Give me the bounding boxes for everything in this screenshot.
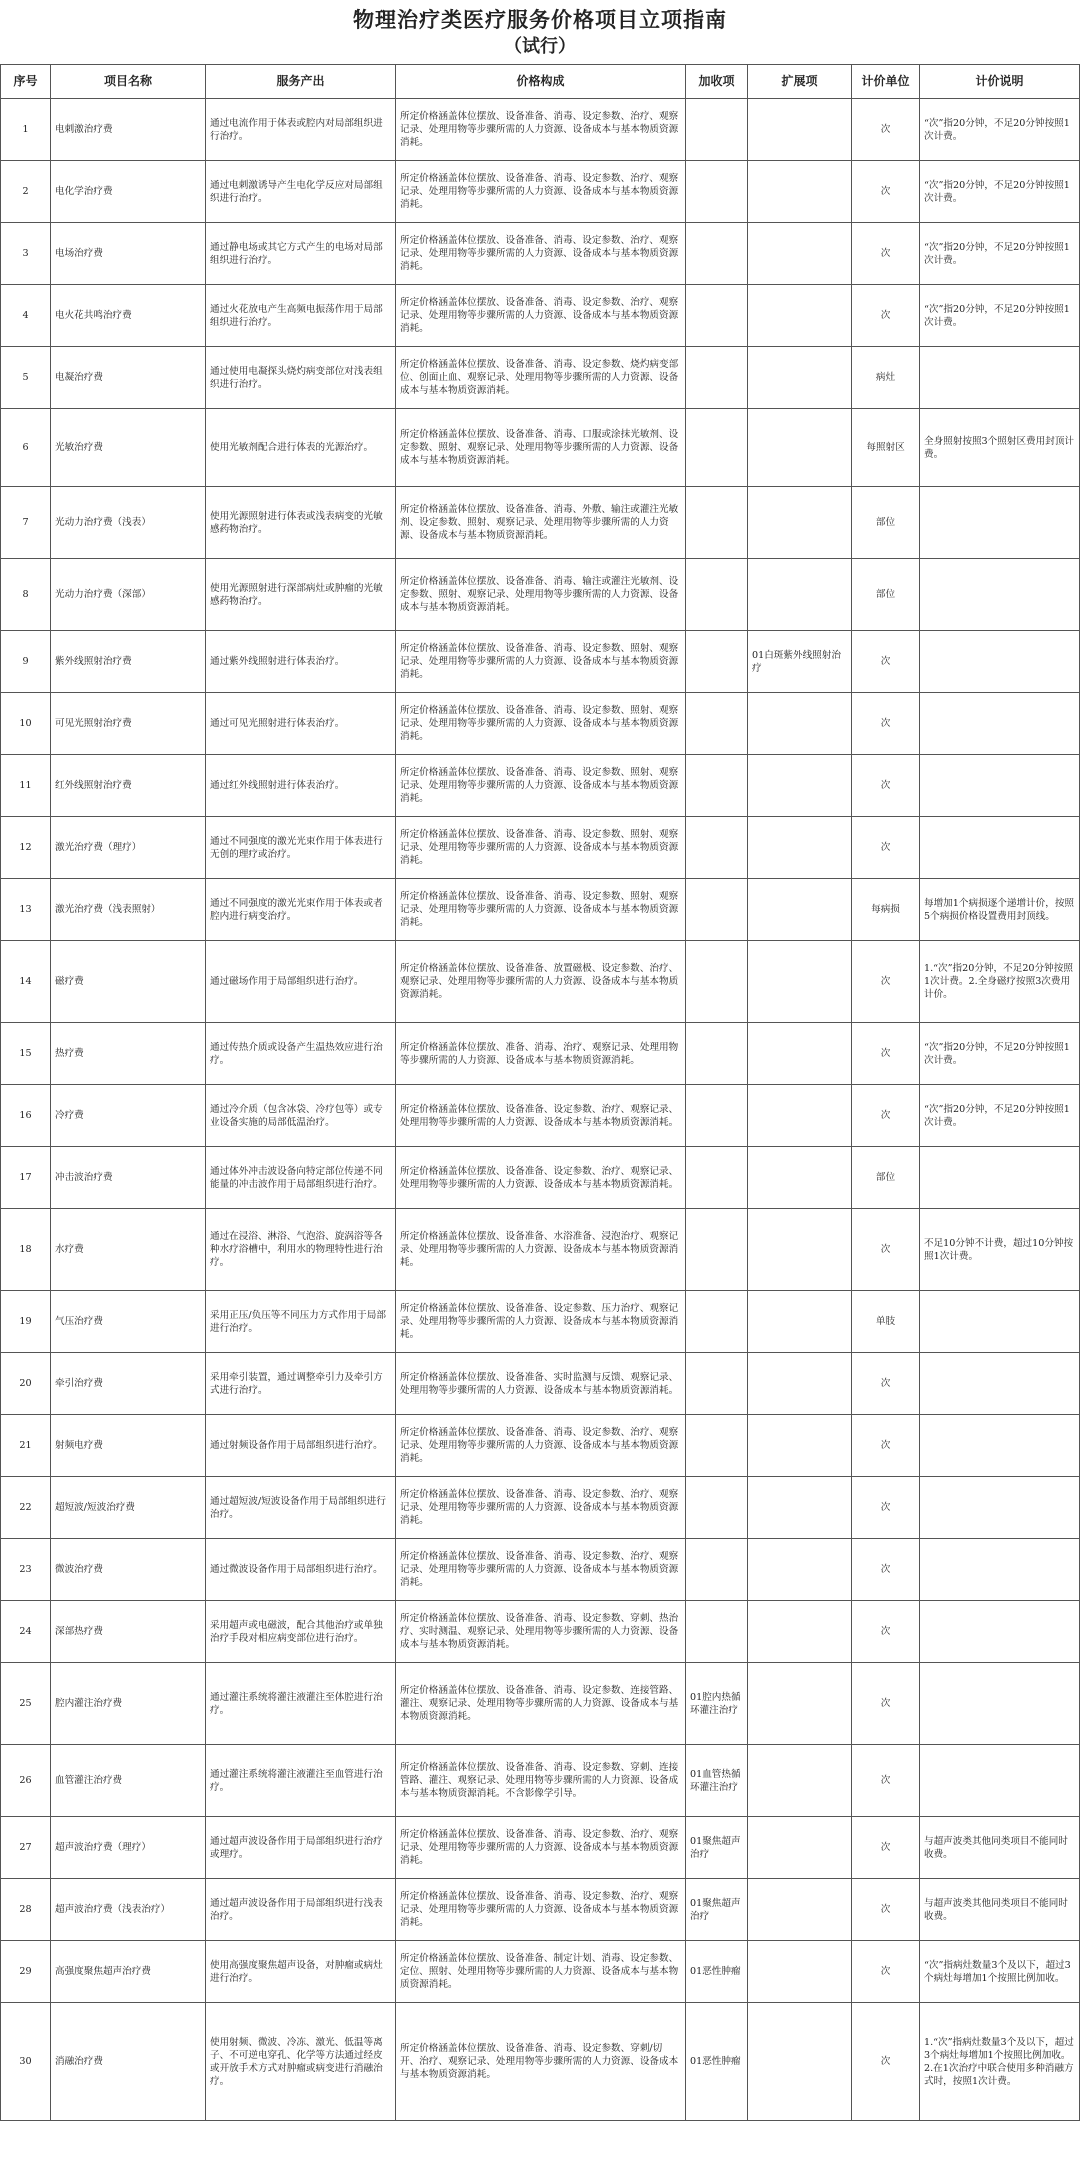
extension-item (748, 941, 852, 1023)
pricing-note (920, 487, 1080, 559)
row-number: 4 (1, 285, 51, 347)
pricing-note: “次”指20分钟，不足20分钟按照1次计费。 (920, 285, 1080, 347)
pricing-note: “次”指20分钟，不足20分钟按照1次计费。 (920, 1023, 1080, 1085)
pricing-unit: 次 (852, 1879, 920, 1941)
table-row (1, 755, 1080, 817)
row-number: 28 (1, 1879, 51, 1941)
row-number: 1 (1, 99, 51, 161)
pricing-note: 每增加1个病损逐个递增计价，按照5个病损价格设置费用封顶线。 (920, 879, 1080, 941)
price-composition: 所定价格涵盖体位摆放、设备准备、消毒、设定参数、治疗、观察记录、处理用物等步骤所需的人力资源、设备成本与基本物质资源消耗。 (396, 99, 686, 161)
price-composition: 所定价格涵盖体位摆放、设备准备、消毒、设定参数、照射、观察记录、处理用物等步骤所需的人力资源、设备成本与基本物质资源消耗。 (396, 879, 686, 941)
pricing-note: “次”指病灶数量3个及以下，超过3个病灶每增加1个按照比例加收。 (920, 1941, 1080, 2003)
surcharge-item (686, 817, 748, 879)
item-name: 冲击波治疗费 (51, 1147, 206, 1209)
extension-item (748, 487, 852, 559)
row-number: 24 (1, 1601, 51, 1663)
row-number: 5 (1, 347, 51, 409)
row-number: 6 (1, 409, 51, 487)
price-composition: 所定价格涵盖体位摆放、设备准备、制定计划、消毒、设定参数、定位、照射、处理用物等步骤所需的人力资源、设备成本与基本物质资源消耗。 (396, 1941, 686, 2003)
row-number: 26 (1, 1745, 51, 1817)
pricing-unit: 单肢 (852, 1291, 920, 1353)
surcharge-item (686, 1477, 748, 1539)
surcharge-item: 01聚焦超声治疗 (686, 1879, 748, 1941)
table-row (1, 285, 1080, 347)
table-row (1, 817, 1080, 879)
pricing-note (920, 1415, 1080, 1477)
item-name: 电凝治疗费 (51, 347, 206, 409)
table-row (1, 1879, 1080, 1941)
pricing-unit: 部位 (852, 487, 920, 559)
item-name: 超声波治疗费（浅表治疗） (51, 1879, 206, 1941)
pricing-note (920, 631, 1080, 693)
pricing-unit: 次 (852, 1601, 920, 1663)
item-name: 射频电疗费 (51, 1415, 206, 1477)
pricing-unit: 每病损 (852, 879, 920, 941)
row-number: 19 (1, 1291, 51, 1353)
item-name: 超短波/短波治疗费 (51, 1477, 206, 1539)
service-output: 通过磁场作用于局部组织进行治疗。 (206, 941, 396, 1023)
title-block (0, 0, 1080, 64)
surcharge-item (686, 631, 748, 693)
header-output: 服务产出 (206, 65, 396, 99)
surcharge-item: 01恶性肿瘤 (686, 2003, 748, 2121)
pricing-note (920, 1147, 1080, 1209)
service-output: 通过不同强度的激光光束作用于体表进行无创的理疗或治疗。 (206, 817, 396, 879)
surcharge-item (686, 223, 748, 285)
table-row (1, 693, 1080, 755)
table-row (1, 223, 1080, 285)
pricing-note: 与超声波类其他同类项目不能同时收费。 (920, 1817, 1080, 1879)
service-output: 通过射频设备作用于局部组织进行治疗。 (206, 1415, 396, 1477)
surcharge-item (686, 1415, 748, 1477)
pricing-unit: 部位 (852, 1147, 920, 1209)
service-output: 通过紫外线照射进行体表治疗。 (206, 631, 396, 693)
table-header-row (1, 65, 1080, 99)
header-unit: 计价单位 (852, 65, 920, 99)
price-composition: 所定价格涵盖体位摆放、设备准备、消毒、设定参数、照射、观察记录、处理用物等步骤所需的人力资源、设备成本与基本物质资源消耗。 (396, 755, 686, 817)
extension-item (748, 1539, 852, 1601)
table-row (1, 1023, 1080, 1085)
price-composition: 所定价格涵盖体位摆放、设备准备、消毒、设定参数、治疗、观察记录、处理用物等步骤所需的人力资源、设备成本与基本物质资源消耗。 (396, 1879, 686, 1941)
pricing-unit: 次 (852, 1353, 920, 1415)
pricing-note: 与超声波类其他同类项目不能同时收费。 (920, 1879, 1080, 1941)
price-composition: 所定价格涵盖体位摆放、设备准备、消毒、设定参数、治疗、观察记录、处理用物等步骤所需的人力资源、设备成本与基本物质资源消耗。 (396, 285, 686, 347)
pricing-unit: 次 (852, 1415, 920, 1477)
table-row (1, 487, 1080, 559)
extension-item (748, 1663, 852, 1745)
extension-item (748, 879, 852, 941)
table-row (1, 1817, 1080, 1879)
pricing-unit: 次 (852, 755, 920, 817)
extension-item (748, 161, 852, 223)
row-number: 22 (1, 1477, 51, 1539)
pricing-unit: 次 (852, 1539, 920, 1601)
service-output: 使用高强度聚焦超声设备，对肿瘤或病灶进行治疗。 (206, 1941, 396, 2003)
service-output: 通过超短波/短波设备作用于局部组织进行治疗。 (206, 1477, 396, 1539)
pricing-note (920, 1539, 1080, 1601)
service-output: 使用光源照射进行深部病灶或肿瘤的光敏感药物治疗。 (206, 559, 396, 631)
extension-item (748, 223, 852, 285)
pricing-note (920, 347, 1080, 409)
pricing-note: “次”指20分钟，不足20分钟按照1次计费。 (920, 161, 1080, 223)
pricing-unit: 次 (852, 285, 920, 347)
pricing-note (920, 693, 1080, 755)
price-composition: 所定价格涵盖体位摆放、设备准备、设定参数、治疗、观察记录、处理用物等步骤所需的人力资源、设备成本与基本物质资源消耗。 (396, 1085, 686, 1147)
pricing-unit: 每照射区 (852, 409, 920, 487)
row-number: 11 (1, 755, 51, 817)
table-row (1, 347, 1080, 409)
extension-item (748, 1023, 852, 1085)
price-composition: 所定价格涵盖体位摆放、设备准备、消毒、设定参数、照射、观察记录、处理用物等步骤所需的人力资源、设备成本与基本物质资源消耗。 (396, 817, 686, 879)
item-name: 腔内灌注治疗费 (51, 1663, 206, 1745)
pricing-unit: 次 (852, 223, 920, 285)
item-name: 激光治疗费（浅表照射） (51, 879, 206, 941)
header-extension: 扩展项 (748, 65, 852, 99)
pricing-unit: 次 (852, 1477, 920, 1539)
pricing-note (920, 1477, 1080, 1539)
table-row (1, 1663, 1080, 1745)
extension-item (748, 1415, 852, 1477)
extension-item (748, 1879, 852, 1941)
extension-item (748, 1085, 852, 1147)
table-row (1, 1745, 1080, 1817)
item-name: 红外线照射治疗费 (51, 755, 206, 817)
surcharge-item (686, 941, 748, 1023)
pricing-unit: 次 (852, 941, 920, 1023)
pricing-unit: 次 (852, 161, 920, 223)
row-number: 17 (1, 1147, 51, 1209)
item-name: 牵引治疗费 (51, 1353, 206, 1415)
extension-item (748, 1477, 852, 1539)
pricing-note (920, 1601, 1080, 1663)
extension-item (748, 1147, 852, 1209)
item-name: 超声波治疗费（理疗） (51, 1817, 206, 1879)
item-name: 气压治疗费 (51, 1291, 206, 1353)
item-name: 水疗费 (51, 1209, 206, 1291)
row-number: 21 (1, 1415, 51, 1477)
pricing-note: 1.“次”指20分钟，不足20分钟按照1次计费。2.全身磁疗按照3次费用计价。 (920, 941, 1080, 1023)
extension-item (748, 347, 852, 409)
row-number: 29 (1, 1941, 51, 2003)
item-name: 电场治疗费 (51, 223, 206, 285)
service-output: 通过冷介质（包含冰袋、冷疗包等）或专业设备实施的局部低温治疗。 (206, 1085, 396, 1147)
pricing-note (920, 1291, 1080, 1353)
service-output: 通过静电场或其它方式产生的电场对局部组织进行治疗。 (206, 223, 396, 285)
table-row (1, 1539, 1080, 1601)
price-composition: 所定价格涵盖体位摆放、设备准备、消毒、设定参数、连接管路、灌注、观察记录、处理用物等步骤所需的人力资源、设备成本与基本物质资源消耗。 (396, 1663, 686, 1745)
extension-item (748, 755, 852, 817)
pricing-unit: 次 (852, 1209, 920, 1291)
price-composition: 所定价格涵盖体位摆放、设备准备、消毒、口服或涂抹光敏剂、设定参数、照射、观察记录、处理用物等步骤所需的人力资源、设备成本与基本物质资源消耗。 (396, 409, 686, 487)
surcharge-item (686, 755, 748, 817)
table-row (1, 161, 1080, 223)
header-composition: 价格构成 (396, 65, 686, 99)
item-name: 电化学治疗费 (51, 161, 206, 223)
table-row (1, 1415, 1080, 1477)
extension-item (748, 1745, 852, 1817)
price-composition: 所定价格涵盖体位摆放、设备准备、消毒、设定参数、照射、观察记录、处理用物等步骤所需的人力资源、设备成本与基本物质资源消耗。 (396, 693, 686, 755)
table-body (1, 99, 1080, 2121)
pricing-unit: 次 (852, 631, 920, 693)
item-name: 光动力治疗费（浅表） (51, 487, 206, 559)
table-row (1, 559, 1080, 631)
pricing-unit: 次 (852, 99, 920, 161)
header-surcharge: 加收项 (686, 65, 748, 99)
pricing-note: 不足10分钟不计费，超过10分钟按照1次计费。 (920, 1209, 1080, 1291)
pricing-note: 1.“次”指病灶数量3个及以下，超过3个病灶每增加1个按照比例加收。2.在1次治疗中联合使用多种消融方式时，按照1次计费。 (920, 2003, 1080, 2121)
extension-item (748, 1291, 852, 1353)
price-composition: 所定价格涵盖体位摆放、设备准备、实时监测与反馈、观察记录、处理用物等步骤所需的人力资源、设备成本与基本物质资源消耗。 (396, 1353, 686, 1415)
pricing-note (920, 1353, 1080, 1415)
item-name: 消融治疗费 (51, 2003, 206, 2121)
item-name: 电刺激治疗费 (51, 99, 206, 161)
table-row (1, 879, 1080, 941)
surcharge-item (686, 409, 748, 487)
service-output: 使用射频、微波、冷冻、激光、低温等离子、不可逆电穿孔、化学等方法通过经皮或开放手术方式对肿瘤或病变进行消融治疗。 (206, 2003, 396, 2121)
price-item-table (0, 64, 1080, 2121)
item-name: 热疗费 (51, 1023, 206, 1085)
service-output: 采用牵引装置，通过调整牵引力及牵引方式进行治疗。 (206, 1353, 396, 1415)
price-composition: 所定价格涵盖体位摆放、设备准备、消毒、输注或灌注光敏剂、设定参数、照射、观察记录、处理用物等步骤所需的人力资源、设备成本与基本物质资源消耗。 (396, 559, 686, 631)
price-composition: 所定价格涵盖体位摆放、设备准备、消毒、设定参数、穿刺、热治疗、实时测温、观察记录、处理用物等步骤所需的人力资源、设备成本与基本物质资源消耗。 (396, 1601, 686, 1663)
price-composition: 所定价格涵盖体位摆放、设备准备、消毒、设定参数、治疗、观察记录、处理用物等步骤所需的人力资源、设备成本与基本物质资源消耗。 (396, 1539, 686, 1601)
surcharge-item (686, 1601, 748, 1663)
row-number: 16 (1, 1085, 51, 1147)
document-subtitle: （试行） (504, 36, 576, 57)
row-number: 18 (1, 1209, 51, 1291)
surcharge-item (686, 879, 748, 941)
service-output: 通过火花放电产生高频电振荡作用于局部组织进行治疗。 (206, 285, 396, 347)
pricing-unit: 次 (852, 1085, 920, 1147)
extension-item (748, 693, 852, 755)
service-output: 通过不同强度的激光光束作用于体表或者腔内进行病变治疗。 (206, 879, 396, 941)
price-composition: 所定价格涵盖体位摆放、设备准备、水浴准备、浸泡治疗、观察记录、处理用物等步骤所需的人力资源、设备成本与基本物质资源消耗。 (396, 1209, 686, 1291)
extension-item (748, 1941, 852, 2003)
price-composition: 所定价格涵盖体位摆放、设备准备、消毒、设定参数、烧灼病变部位、创面止血、观察记录、处理用物等步骤所需的人力资源、设备成本与基本物质资源消耗。 (396, 347, 686, 409)
pricing-note (920, 559, 1080, 631)
surcharge-item (686, 347, 748, 409)
price-composition: 所定价格涵盖体位摆放、设备准备、消毒、设定参数、照射、观察记录、处理用物等步骤所需的人力资源、设备成本与基本物质资源消耗。 (396, 631, 686, 693)
row-number: 30 (1, 2003, 51, 2121)
price-composition: 所定价格涵盖体位摆放、设备准备、放置磁极、设定参数、治疗、观察记录、处理用物等步骤所需的人力资源、设备成本与基本物质资源消耗。 (396, 941, 686, 1023)
item-name: 光敏治疗费 (51, 409, 206, 487)
header-name: 项目名称 (51, 65, 206, 99)
row-number: 7 (1, 487, 51, 559)
service-output: 通过电刺激诱导产生电化学反应对局部组织进行治疗。 (206, 161, 396, 223)
extension-item (748, 559, 852, 631)
surcharge-item (686, 693, 748, 755)
service-output: 通过可见光照射进行体表治疗。 (206, 693, 396, 755)
pricing-unit: 次 (852, 1745, 920, 1817)
service-output: 通过在浸浴、淋浴、气泡浴、旋涡浴等各种水疗浴槽中，利用水的物理特性进行治疗。 (206, 1209, 396, 1291)
price-composition: 所定价格涵盖体位摆放、设备准备、消毒、设定参数、治疗、观察记录、处理用物等步骤所需的人力资源、设备成本与基本物质资源消耗。 (396, 1415, 686, 1477)
price-composition: 所定价格涵盖体位摆放、设备准备、消毒、设定参数、治疗、观察记录、处理用物等步骤所需的人力资源、设备成本与基本物质资源消耗。 (396, 223, 686, 285)
price-composition: 所定价格涵盖体位摆放、设备准备、消毒、设定参数、治疗、观察记录、处理用物等步骤所需的人力资源、设备成本与基本物质资源消耗。 (396, 1817, 686, 1879)
service-output: 通过灌注系统将灌注液灌注至体腔进行治疗。 (206, 1663, 396, 1745)
table-row (1, 1085, 1080, 1147)
extension-item: 01白斑紫外线照射治疗 (748, 631, 852, 693)
item-name: 冷疗费 (51, 1085, 206, 1147)
item-name: 高强度聚焦超声治疗费 (51, 1941, 206, 2003)
extension-item (748, 409, 852, 487)
item-name: 磁疗费 (51, 941, 206, 1023)
price-composition: 所定价格涵盖体位摆放、设备准备、消毒、设定参数、治疗、观察记录、处理用物等步骤所需的人力资源、设备成本与基本物质资源消耗。 (396, 1477, 686, 1539)
service-output: 通过使用电凝探头烧灼病变部位对浅表组织进行治疗。 (206, 347, 396, 409)
surcharge-item (686, 559, 748, 631)
service-output: 通过体外冲击波设备向特定部位传递不同能量的冲击波作用于局部组织进行治疗。 (206, 1147, 396, 1209)
row-number: 12 (1, 817, 51, 879)
pricing-note (920, 1663, 1080, 1745)
service-output: 采用正压/负压等不同压力方式作用于局部进行治疗。 (206, 1291, 396, 1353)
pricing-note: “次”指20分钟，不足20分钟按照1次计费。 (920, 223, 1080, 285)
extension-item (748, 1817, 852, 1879)
surcharge-item (686, 1023, 748, 1085)
service-output: 通过微波设备作用于局部组织进行治疗。 (206, 1539, 396, 1601)
pricing-note: 全身照射按照3个照射区费用封顶计费。 (920, 409, 1080, 487)
pricing-unit: 次 (852, 693, 920, 755)
surcharge-item (686, 161, 748, 223)
row-number: 20 (1, 1353, 51, 1415)
pricing-note: “次”指20分钟，不足20分钟按照1次计费。 (920, 1085, 1080, 1147)
extension-item (748, 817, 852, 879)
document-title: 物理治疗类医疗服务价格项目立项指南 (353, 7, 727, 32)
header-note: 计价说明 (920, 65, 1080, 99)
item-name: 微波治疗费 (51, 1539, 206, 1601)
item-name: 可见光照射治疗费 (51, 693, 206, 755)
table-row (1, 409, 1080, 487)
price-composition: 所定价格涵盖体位摆放、设备准备、设定参数、治疗、观察记录、处理用物等步骤所需的人力资源、设备成本与基本物质资源消耗。 (396, 1147, 686, 1209)
item-name: 光动力治疗费（深部） (51, 559, 206, 631)
surcharge-item (686, 1353, 748, 1415)
surcharge-item: 01腔内热循环灌注治疗 (686, 1663, 748, 1745)
surcharge-item: 01恶性肿瘤 (686, 1941, 748, 2003)
extension-item (748, 1209, 852, 1291)
pricing-unit: 部位 (852, 559, 920, 631)
table-row (1, 1147, 1080, 1209)
pricing-unit: 次 (852, 817, 920, 879)
item-name: 紫外线照射治疗费 (51, 631, 206, 693)
extension-item (748, 99, 852, 161)
row-number: 13 (1, 879, 51, 941)
table-row (1, 1209, 1080, 1291)
extension-item (748, 285, 852, 347)
surcharge-item: 01血管热循环灌注治疗 (686, 1745, 748, 1817)
pricing-unit: 病灶 (852, 347, 920, 409)
service-output: 使用光敏剂配合进行体表的光源治疗。 (206, 409, 396, 487)
row-number: 3 (1, 223, 51, 285)
surcharge-item (686, 1209, 748, 1291)
service-output: 采用超声或电磁波，配合其他治疗或单独治疗手段对相应病变部位进行治疗。 (206, 1601, 396, 1663)
table-row (1, 1601, 1080, 1663)
price-composition: 所定价格涵盖体位摆放、设备准备、消毒、设定参数、穿刺/切开、治疗、观察记录、处理用物等步骤所需的人力资源、设备成本与基本物质资源消耗。 (396, 2003, 686, 2121)
row-number: 25 (1, 1663, 51, 1745)
row-number: 9 (1, 631, 51, 693)
row-number: 8 (1, 559, 51, 631)
table-row (1, 2003, 1080, 2121)
price-composition: 所定价格涵盖体位摆放、设备准备、设定参数、压力治疗、观察记录、处理用物等步骤所需的人力资源、设备成本与基本物质资源消耗。 (396, 1291, 686, 1353)
pricing-unit: 次 (852, 1817, 920, 1879)
service-output: 通过超声波设备作用于局部组织进行治疗或理疗。 (206, 1817, 396, 1879)
row-number: 15 (1, 1023, 51, 1085)
table-row (1, 941, 1080, 1023)
pricing-note: “次”指20分钟，不足20分钟按照1次计费。 (920, 99, 1080, 161)
pricing-unit: 次 (852, 1663, 920, 1745)
service-output: 通过超声波设备作用于局部组织进行浅表治疗。 (206, 1879, 396, 1941)
pricing-note (920, 1745, 1080, 1817)
item-name: 血管灌注治疗费 (51, 1745, 206, 1817)
table-row (1, 1291, 1080, 1353)
extension-item (748, 1601, 852, 1663)
table-row (1, 1941, 1080, 2003)
surcharge-item (686, 1291, 748, 1353)
pricing-unit: 次 (852, 1023, 920, 1085)
extension-item (748, 1353, 852, 1415)
pricing-note (920, 755, 1080, 817)
row-number: 14 (1, 941, 51, 1023)
surcharge-item (686, 487, 748, 559)
surcharge-item: 01聚焦超声治疗 (686, 1817, 748, 1879)
row-number: 23 (1, 1539, 51, 1601)
price-composition: 所定价格涵盖体位摆放、设备准备、消毒、设定参数、穿刺、连接管路、灌注、观察记录、处理用物等步骤所需的人力资源、设备成本与基本物质资源消耗。不含影像学引导。 (396, 1745, 686, 1817)
price-composition: 所定价格涵盖体位摆放、准备、消毒、治疗、观察记录、处理用物等步骤所需的人力资源、设备成本与基本物质资源消耗。 (396, 1023, 686, 1085)
pricing-note (920, 817, 1080, 879)
surcharge-item (686, 1539, 748, 1601)
surcharge-item (686, 99, 748, 161)
row-number: 10 (1, 693, 51, 755)
table-row (1, 99, 1080, 161)
item-name: 深部热疗费 (51, 1601, 206, 1663)
service-output: 使用光源照射进行体表或浅表病变的光敏感药物治疗。 (206, 487, 396, 559)
table-row (1, 1353, 1080, 1415)
service-output: 通过灌注系统将灌注液灌注至血管进行治疗。 (206, 1745, 396, 1817)
row-number: 2 (1, 161, 51, 223)
service-output: 通过红外线照射进行体表治疗。 (206, 755, 396, 817)
item-name: 电火花共鸣治疗费 (51, 285, 206, 347)
item-name: 激光治疗费（理疗） (51, 817, 206, 879)
extension-item (748, 2003, 852, 2121)
service-output: 通过传热介质或设备产生温热效应进行治疗。 (206, 1023, 396, 1085)
row-number: 27 (1, 1817, 51, 1879)
surcharge-item (686, 1147, 748, 1209)
header-no: 序号 (1, 65, 51, 99)
surcharge-item (686, 1085, 748, 1147)
table-row (1, 1477, 1080, 1539)
surcharge-item (686, 285, 748, 347)
pricing-unit: 次 (852, 1941, 920, 2003)
price-composition: 所定价格涵盖体位摆放、设备准备、消毒、外敷、输注或灌注光敏剂、设定参数、照射、观察记录、处理用物等步骤所需的人力资源、设备成本与基本物质资源消耗。 (396, 487, 686, 559)
service-output: 通过电流作用于体表或腔内对局部组织进行治疗。 (206, 99, 396, 161)
price-composition: 所定价格涵盖体位摆放、设备准备、消毒、设定参数、治疗、观察记录、处理用物等步骤所需的人力资源、设备成本与基本物质资源消耗。 (396, 161, 686, 223)
pricing-unit: 次 (852, 2003, 920, 2121)
table-row (1, 631, 1080, 693)
